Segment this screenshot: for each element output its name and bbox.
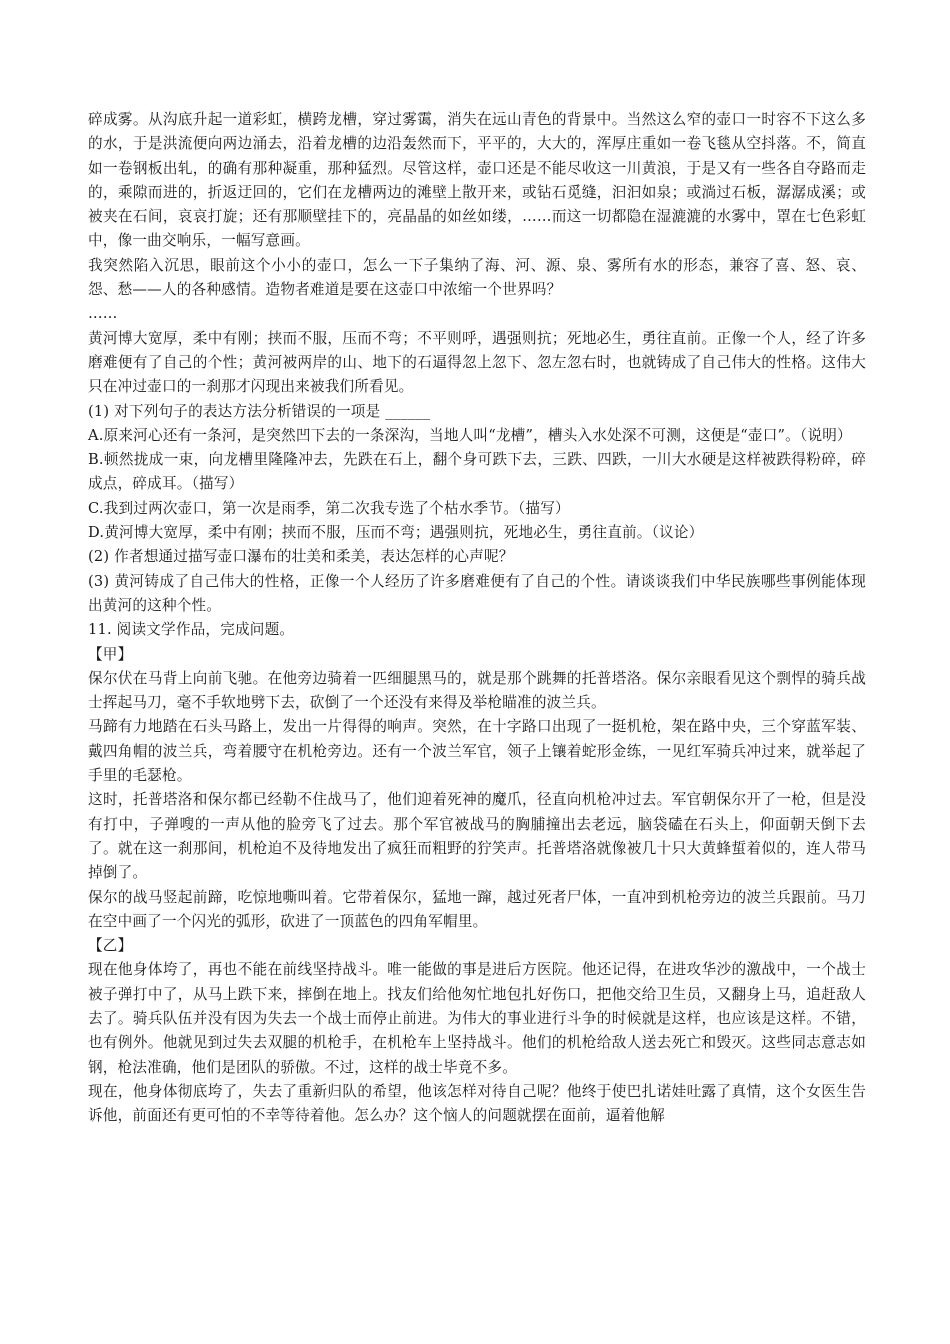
- option-d: D.黄河博大宽厚，柔中有刚；挟而不服，压而不弯；遇强则抗，死地必生，勇往直前。（议论）: [88, 524, 704, 542]
- option-a: A.原来河心还有一条河，是突然凹下去的一条深沟，当地人叫“龙槽”，槽头入水处深不可测，这便是“壶口”。（说明）: [88, 426, 852, 444]
- ellipsis-line: ……: [88, 305, 118, 323]
- option-b: B.顿然拢成一束，向龙槽里隆隆冲去，先跌在石上，翻个身可跌下去，三跌、四跌，一川大水硬是这样被跌得粉碎，碎成点，碎成耳。（描写）: [88, 451, 866, 493]
- option-c: C.我到过两次壶口，第一次是雨季，第二次我专选了个枯水季节。（描写）: [88, 499, 570, 517]
- question-text: (1) 对下列句子的表达方法分析错误的一项是: [88, 402, 381, 420]
- passage-paragraph: 马蹄有力地踏在石头马路上，发出一片得得的响声。突然，在十字路口出现了一挺机枪，架在路中央，三个穿蓝军装、戴四角帽的波兰兵，弯着腰守在机枪旁边。还有一个波兰军官，领子上镶着蛇形金练，一见红军骑兵冲过来，就举起了手里的毛瑟枪。: [88, 718, 866, 785]
- section-label: 【甲】: [88, 645, 133, 663]
- passage-paragraph: 现在，他身体彻底垮了，失去了重新归队的希望，他该怎样对待自己呢？他终于使巴扎诺娃吐露了真情，这个女医生告诉他，前面还有更可怕的不幸等待着他。怎么办？这个恼人的问题就摆在面前，逼着他解: [88, 1082, 866, 1125]
- section-label: 【乙】: [88, 937, 133, 955]
- passage-paragraph: 保尔伏在马背上向前飞驰。在他旁边骑着一匹细腿黑马的，就是那个跳舞的托普塔洛。保尔亲眼看见这个剽悍的骑兵战士挥起马刀，毫不手软地劈下去，砍倒了一个还没有来得及举枪瞄准的波兰兵。: [88, 669, 866, 712]
- question-stem: (2) 作者想通过描写壶口瀑布的壮美和柔美，表达怎样的心声呢？: [88, 548, 514, 566]
- passage-paragraph: 保尔的战马竖起前蹄，吃惊地嘶叫着。它带着保尔，猛地一蹿，越过死者尸体，一直冲到机枪旁边的波兰兵跟前。马刀在空中画了一个闪光的弧形，砍进了一顶蓝色的四角军帽里。: [88, 888, 866, 930]
- question-title: 11. 阅读文学作品，完成问题。: [88, 621, 295, 639]
- question-stem: (3) 黄河铸成了自己伟大的性格，正像一个人经历了许多磨难便有了自己的个性。请谈谈我们中华民族哪些事例能体现出黄河的这种个性。: [88, 572, 866, 614]
- passage-paragraph: 黄河博大宽厚，柔中有刚；挟而不服，压而不弯；不平则呼，遇强则抗；死地必生，勇往直前。正像一个人，经了许多磨难便有了自己的个性；黄河被两岸的山、地下的石逼得忽上忽下、忽左忽右时，也就铸成了自己伟大的性格。这伟大只在冲过壶口的一刹那才闪现出来被我们所看见。: [88, 329, 866, 396]
- passage-paragraph: 我突然陷入沉思，眼前这个小小的壶口，怎么一下子集纳了海、河、源、泉、雾所有水的形态，兼容了喜、怒、哀、怨、愁——人的各种感情。造物者难道是要在这壶口中浓缩一个世界吗？: [88, 256, 866, 299]
- question-stem: [88, 400, 866, 424]
- passage-paragraph: 这时，托普塔洛和保尔都已经勒不住战马了，他们迎着死神的魔爪，径直向机枪冲过去。军官朝保尔开了一枪，但是没有打中，子弹嗖的一声从他的脸旁飞了过去。那个军官被战马的胸脯撞出去老远，脑袋磕在石头上，仰面朝天倒下去了。就在这一刹那间，机枪迫不及待地发出了疯狂而粗野的狞笑声。托普塔洛就像被几十只大黄蜂蜇着似的，连人带马掉倒了。: [88, 791, 866, 882]
- passage-paragraph: 现在他身体垮了，再也不能在前线坚持战斗。唯一能做的事是进后方医院。他还记得，在进攻华沙的激战中，一个战士被子弹打中了，从马上跌下来，摔倒在地上。找友们给他匆忙地包扎好伤口，把他交给卫生员，又翻身上马，追赶敌人去了。骑兵队伍并没有因为失去一个战士而停止前进。为伟大的事业进行斗争的时候就是这样，也应该是这样。不错，也有例外。他就见到过失去双腿的机枪手，在机枪车上坚持战斗。他们的机枪给敌人送去死亡和毁灭。这些同志意志如钢，枪法准确，他们是团队的骄傲。不过，这样的战士毕竟不多。: [88, 961, 866, 1076]
- passage-paragraph: 碎成雾。从沟底升起一道彩虹，横跨龙槽，穿过雾霭，消失在远山青色的背景中。当然这么窄的壶口一时容不下这么多的水，于是洪流便向两边涌去，沿着龙槽的边沿轰然而下，平平的，大大的，浑厚庄重如一卷飞毯从空抖落。不，简直如一卷钢板出轧，的确有那种凝重，那种猛烈。尽管这样，壶口还是不能尽收这一川黄浪，于是又有一些各自夺路而走的，乘隙而进的，折返迂回的，它们在龙槽两边的滩壁上散开来，或钻石觅缝，汩汩如泉；或淌过石板，潺潺成溪；或被夹在石间，哀哀打旋；还有那顺壁挂下的，亮晶晶的如丝如缕，……而这一切都隐在湿漉漉的水雾中，罩在七色彩虹中，像一曲交响乐，一幅写意画。: [88, 111, 866, 250]
- answer-blank: ______: [385, 402, 431, 420]
